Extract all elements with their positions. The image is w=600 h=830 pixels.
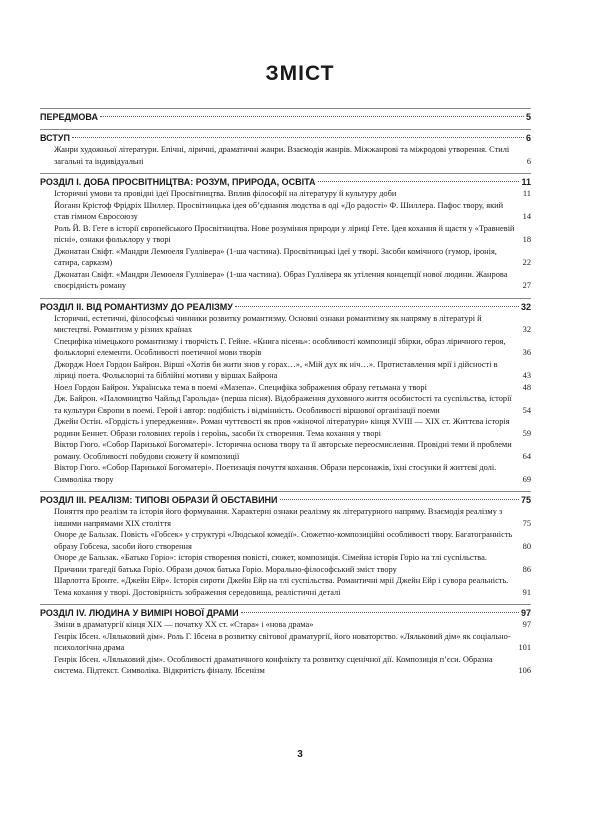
toc-entry[interactable] <box>40 223 531 246</box>
toc-entry[interactable] <box>40 506 531 529</box>
section-heading[interactable] <box>40 129 531 144</box>
section-heading[interactable] <box>40 604 531 619</box>
section-page: 11 <box>521 177 531 187</box>
section-heading[interactable] <box>40 491 531 506</box>
section-page: 97 <box>520 608 531 618</box>
entry-page: 36 <box>522 348 531 357</box>
section-heading[interactable] <box>40 108 531 123</box>
leader-dots <box>72 137 524 138</box>
toc-entry[interactable] <box>40 529 531 552</box>
entry-page: 69 <box>522 474 531 484</box>
entry-text: Оноре де Бальзак. «Батько Горіо»: історія створення повісті, сюжет, композиція. Сімейна історія Горіо на тлі суспільства. Причини трагедії батька Горіо. Образи дочок батька Горіо. Морально-філософський зміст твору <box>54 553 487 574</box>
entry-text: Джонатан Свіфт. «Мандри Лемюеля Гуллівера» (1-ша частина). Просвітницькі ідеї у творі. Засоби комічного (гумор, іронія, сатира, сарказм) <box>54 246 497 267</box>
toc-entry[interactable] <box>40 144 531 167</box>
page-number: 3 <box>297 749 303 760</box>
toc-entry[interactable] <box>40 382 531 394</box>
entry-page: 101 <box>518 643 531 652</box>
entry-text: Віктор Гюго. «Собор Паризької Богоматері». Поетизація почуття кохання. Образи персонажів, їхні стосунки й життєві долі. Символіка твору <box>54 463 497 484</box>
table-of-contents <box>40 108 531 677</box>
toc-entry[interactable] <box>40 393 531 416</box>
entry-text: Оноре де Бальзак. Повість «Гобсек» у структурі «Людської комедії». Сюжетно-композиційні особливості твору. Багатогранність образу Гобсека, засоби його створення <box>54 530 513 551</box>
entry-text: Ноел Гордон Байрон. Українська тема в поемі «Мазепа». Специфіка зображення образу гетьмана у творі <box>54 382 427 392</box>
entry-text: Історичні, естетичні, філософські чинники розвитку романтизму. Основні ознаки романтизму як напряму в літературі й мистецтві. Романтизм у різних країнах <box>54 313 482 334</box>
toc-entry[interactable] <box>40 619 531 631</box>
toc-entry[interactable] <box>40 462 531 485</box>
entry-text: Генрік Ібсен. «Ляльковий дім». Роль Г. Ібсена в розвитку світової драматургії, його новаторство. «Ляльковий дім» як соціально-психологічна драма <box>54 631 511 652</box>
entry-page: 91 <box>522 587 531 597</box>
toc-entry[interactable] <box>40 439 531 462</box>
entry-text: Жанри художньої літератури. Епічні, ліричні, драматичні жанри. Взаємодія жанрів. Міжжанрові та міжродові утворення. Стилі загальні та індивідуальні <box>54 145 510 166</box>
entry-page: 106 <box>518 666 531 675</box>
toc-entry[interactable] <box>40 246 531 269</box>
toc-entry[interactable] <box>40 313 531 336</box>
page-title: ЗМІСТ <box>265 62 335 85</box>
entry-page: 54 <box>522 405 531 415</box>
entry-page: 43 <box>522 371 531 380</box>
entry-page: 18 <box>522 235 531 244</box>
leader-dots <box>280 499 519 500</box>
entry-page: 32 <box>522 325 531 334</box>
leader-dots <box>241 612 519 613</box>
section-title: ПЕРЕДМОВА <box>40 112 98 122</box>
entry-page: 6 <box>526 156 531 166</box>
entry-text: Йоганн Крістоф Фрідріх Шиллер. Просвітницька ідея об’єднання людства в оді «До радості» Ф. Шиллера. Пафос твору, який став гімном Євросоюзу <box>54 200 504 221</box>
section-title: РОЗДІЛ ІІ. ВІД РОМАНТИЗМУ ДО РЕАЛІЗМУ <box>40 301 233 312</box>
section-heading[interactable] <box>40 173 531 188</box>
section-page: 75 <box>520 495 531 505</box>
entry-text: Історичні умови та провідні ідеї Просвітництва. Вплив філософії на літературу й культуру доби <box>54 189 397 198</box>
toc-entry[interactable] <box>40 416 531 439</box>
section-page: 6 <box>525 133 531 143</box>
toc-entry[interactable] <box>40 552 531 575</box>
section-page: 5 <box>525 112 531 122</box>
entry-page: 48 <box>522 382 531 392</box>
toc-entry[interactable] <box>40 359 531 382</box>
entry-text: Специфіка німецького романтизму і творчість Г. Гейне. «Книга пісень»: особливості композиції збірки, образ ліричного героя, фольклорні елементи. Особливості поетичної мови творів <box>54 336 506 357</box>
entry-page: 14 <box>522 212 531 221</box>
toc-entry[interactable] <box>40 654 531 677</box>
entry-text: Поняття про реалізм та історія його формування. Характерні ознаки реалізму як літературного напряму. Взаємодія реалізму з іншими напрямами XIX століття <box>54 507 503 528</box>
entry-text: Роль Й. В. Гете в історії європейського Просвітництва. Нове розуміння природи у ліриці Гете. Ідея кохання й щастя у «Травневій пісні», ознаки фольклору у творі <box>54 223 515 244</box>
section-title: РОЗДІЛ ІІІ. РЕАЛІЗМ: ТИПОВІ ОБРАЗИ Й ОБСТАВИНИ <box>40 495 278 505</box>
toc-entry[interactable] <box>40 188 531 200</box>
section-page: 32 <box>520 301 531 312</box>
toc-entry[interactable] <box>40 269 531 292</box>
entry-text: Джордж Ноел Гордон Байрон. Вірші «Хотів би жити знов у горах…», «Мій дух як ніч…». Протиставлення мрії і дійсності в ліриці поета. Фольклорні та біблійні мотиви у віршах Байрона <box>54 359 498 380</box>
entry-page: 80 <box>522 541 531 551</box>
entry-page: 86 <box>522 564 531 574</box>
entry-page: 27 <box>522 281 531 290</box>
entry-page: 97 <box>522 620 531 629</box>
leader-dots <box>318 181 520 182</box>
toc-entry[interactable] <box>40 336 531 359</box>
entry-page: 59 <box>522 428 531 438</box>
entry-text: Дж. Байрон. «Паломництво Чайльд Гарольда» (перша пісня). Відображення духовного життя особистості та суспільства, історії та культури Європи в поемі. Герой і автор: подібність і відмінність. Особливості віршової організації поеми <box>54 394 512 415</box>
entry-page: 22 <box>522 258 531 267</box>
toc-entry[interactable] <box>40 631 531 654</box>
entry-text: Шарлотта Бронте. «Джейн Ейр». Історія сироти Джейн Ейр на тлі суспільства. Романтичні мрії Джейн Ейр і сувора реальність. Тема кохання у творі. Достовірність зображення середовища, реалістичні деталі <box>54 576 509 597</box>
entry-page: 75 <box>522 518 531 528</box>
entry-text: Джейн Остін. «Гордість і упередження». Роман чуттєвості як пров «жіночої літератури» кінця XVIII — XIX ст. Життєва історія родини Беннет. Образи головних героїв і героїнь, засоби їх створення. Тема кохання у творі <box>54 417 510 438</box>
section-title: РОЗДІЛ І. ДОБА ПРОСВІТНИЦТВА: РОЗУМ, ПРИРОДА, ОСВІТА <box>40 177 316 187</box>
entry-page: 64 <box>522 451 531 461</box>
toc-entry[interactable] <box>40 200 531 223</box>
section-title: РОЗДІЛ IV. ЛЮДИНА У ВИМІРІ НОВОЇ ДРАМИ <box>40 608 239 618</box>
entry-text: Генрік Ібсен. «Ляльковий дім». Особливості драматичного конфлікту та розвитку сценічної дії. Композиція п’єси. Образна система. Підтекст. Символіка. Відкритість фіналу. Ібсенізм <box>54 654 493 675</box>
toc-entry[interactable] <box>40 575 531 598</box>
leader-dots <box>100 116 524 117</box>
entry-text: Зміни в драматургії кінця XIX — початку XX ст. «Стара» і «нова драма» <box>54 620 314 629</box>
section-heading[interactable] <box>40 298 531 313</box>
entry-page: 11 <box>522 189 531 198</box>
leader-dots <box>235 306 519 307</box>
entry-text: Джонатан Свіфт. «Мандри Лемюеля Гуллівера» (1-ша частина). Образ Гуллівера як утілення концепції нової людини. Жанрова своєрідність роману <box>54 269 508 290</box>
section-title: ВСТУП <box>40 133 70 143</box>
entry-text: Віктор Гюго. «Собор Паризької Богоматері». Історична основа твору та її авторське переосмислення. Провідні теми й проблеми роману. Особливості побудови сюжету й композиції <box>54 440 512 461</box>
